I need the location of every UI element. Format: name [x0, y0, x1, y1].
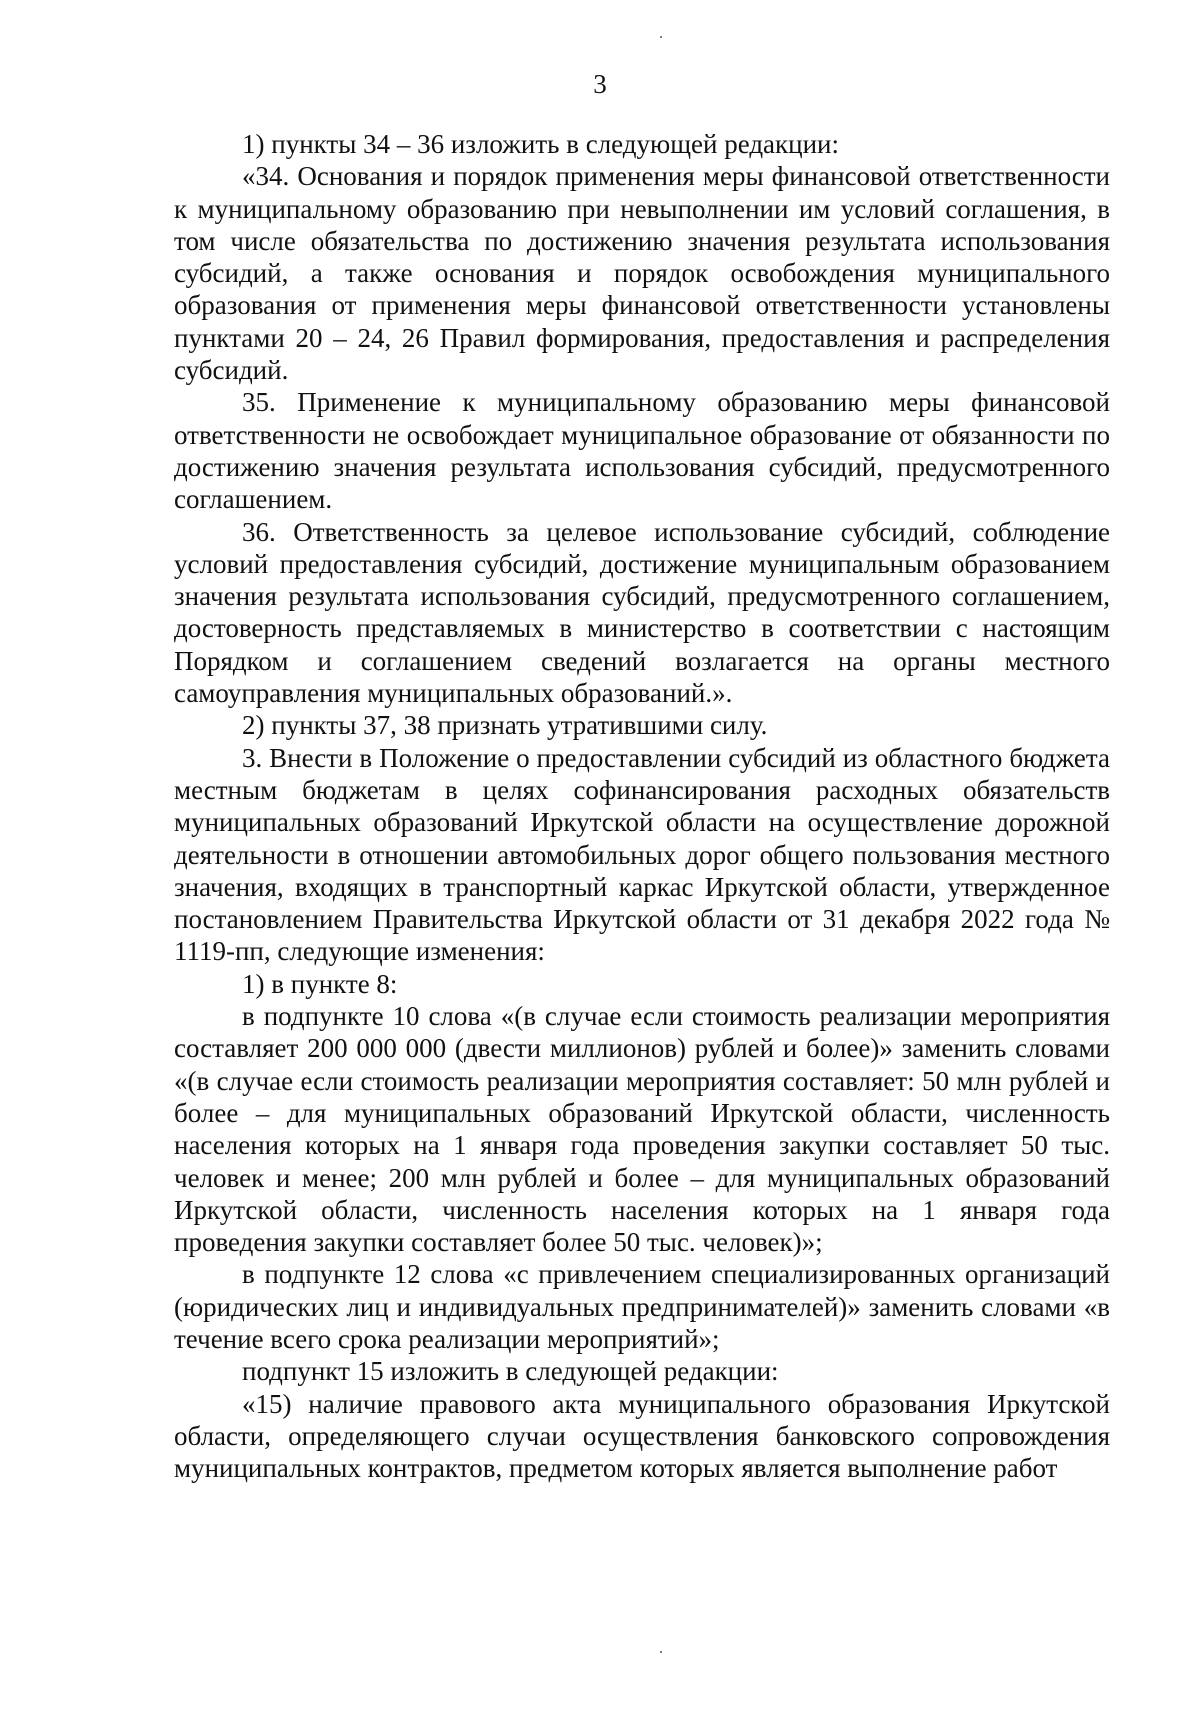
- scan-speck: [660, 36, 662, 38]
- paragraph-point-8-heading: 1) в пункте 8:: [242, 968, 398, 999]
- paragraph-subpoint-15-text: «15) наличие правового акта муниципального образования Иркутской области, определяющего случаи осуществления банковского сопровождения муниципальных контрактов, предметом которых является выполнение работ: [174, 1388, 1110, 1484]
- paragraph-point-36: 36. Ответственность за целевое использование субсидий, соблюдение условий предоставления субсидий, достижение муниципальным образованием значения результата использования субсидий, предусмотренного соглашением, достоверность представляемых в министерство в соответствии с настоящим Порядком и соглашением сведений возлагается на органы местного самоуправления муниципальных образований.».: [174, 516, 1110, 709]
- scan-speck: [660, 1651, 662, 1653]
- paragraph-point-34: «34. Основания и порядок применения меры финансовой ответственности к муниципальному образованию при невыполнении им условий соглашения, в том числе обязательства по достижению значения результата использования субсидий, а также основания и порядок освобождения муниципального образования от применения меры финансовой ответственности установлены пунктами 20 – 24, 26 Правил формирования, предоставления и распределения субсидий.: [174, 161, 1110, 386]
- paragraph-subpoint-10: в подпункте 10 слова «(в случае если стоимость реализации мероприятия составляет 200 000 000 (двести миллионов) рублей и более)» заменить словами «(в случае если стоимость реализации мероприятия составляет: 50 млн рублей и более – для муниципальных образований Иркутской области, численность населения которых на 1 января года проведения закупки составляет 50 тыс. человек и менее; 200 млн рублей и более – для муниципальных образований Иркутской области, численность населения которых на 1 января года проведения закупки составляет более 50 тыс. человек)»;: [174, 1001, 1110, 1258]
- paragraph-item-1-heading: 1) пункты 34 – 36 изложить в следующей редакции:: [242, 129, 840, 159]
- paragraph-subpoint-12: в подпункте 12 слова «с привлечением специализированных организаций (юридических лиц и индивидуальных предпринимателей)» заменить словами «в течение всего срока реализации мероприятий»;: [174, 1259, 1110, 1354]
- paragraph-subpoint-15-heading: подпункт 15 изложить в следующей редакции:: [242, 1356, 779, 1387]
- paragraph-point-35: 35. Применение к муниципальному образованию меры финансовой ответственности не освобождает муниципальное образование от обязанности по достижению значения результата использования субсидий, предусмотренного соглашением.: [174, 387, 1110, 515]
- page-number: 3: [593, 69, 607, 99]
- paragraph-item-2: 2) пункты 37, 38 признать утратившими силу.: [242, 710, 768, 741]
- paragraph-section-3: 3. Внести в Положение о предоставлении субсидий из областного бюджета местным бюджетам в целях софинансирования расходных обязательств муниципальных образований Иркутской области на осуществление дорожной деятельности в отношении автомобильных дорог общего пользования местного значения, входящих в транспортный каркас Иркутской области, утвержденное постановлением Правительства Иркутской области от 31 декабря 2022 года № 1119-пп, следующие изменения:: [174, 742, 1110, 967]
- document-body: [174, 128, 1110, 1484]
